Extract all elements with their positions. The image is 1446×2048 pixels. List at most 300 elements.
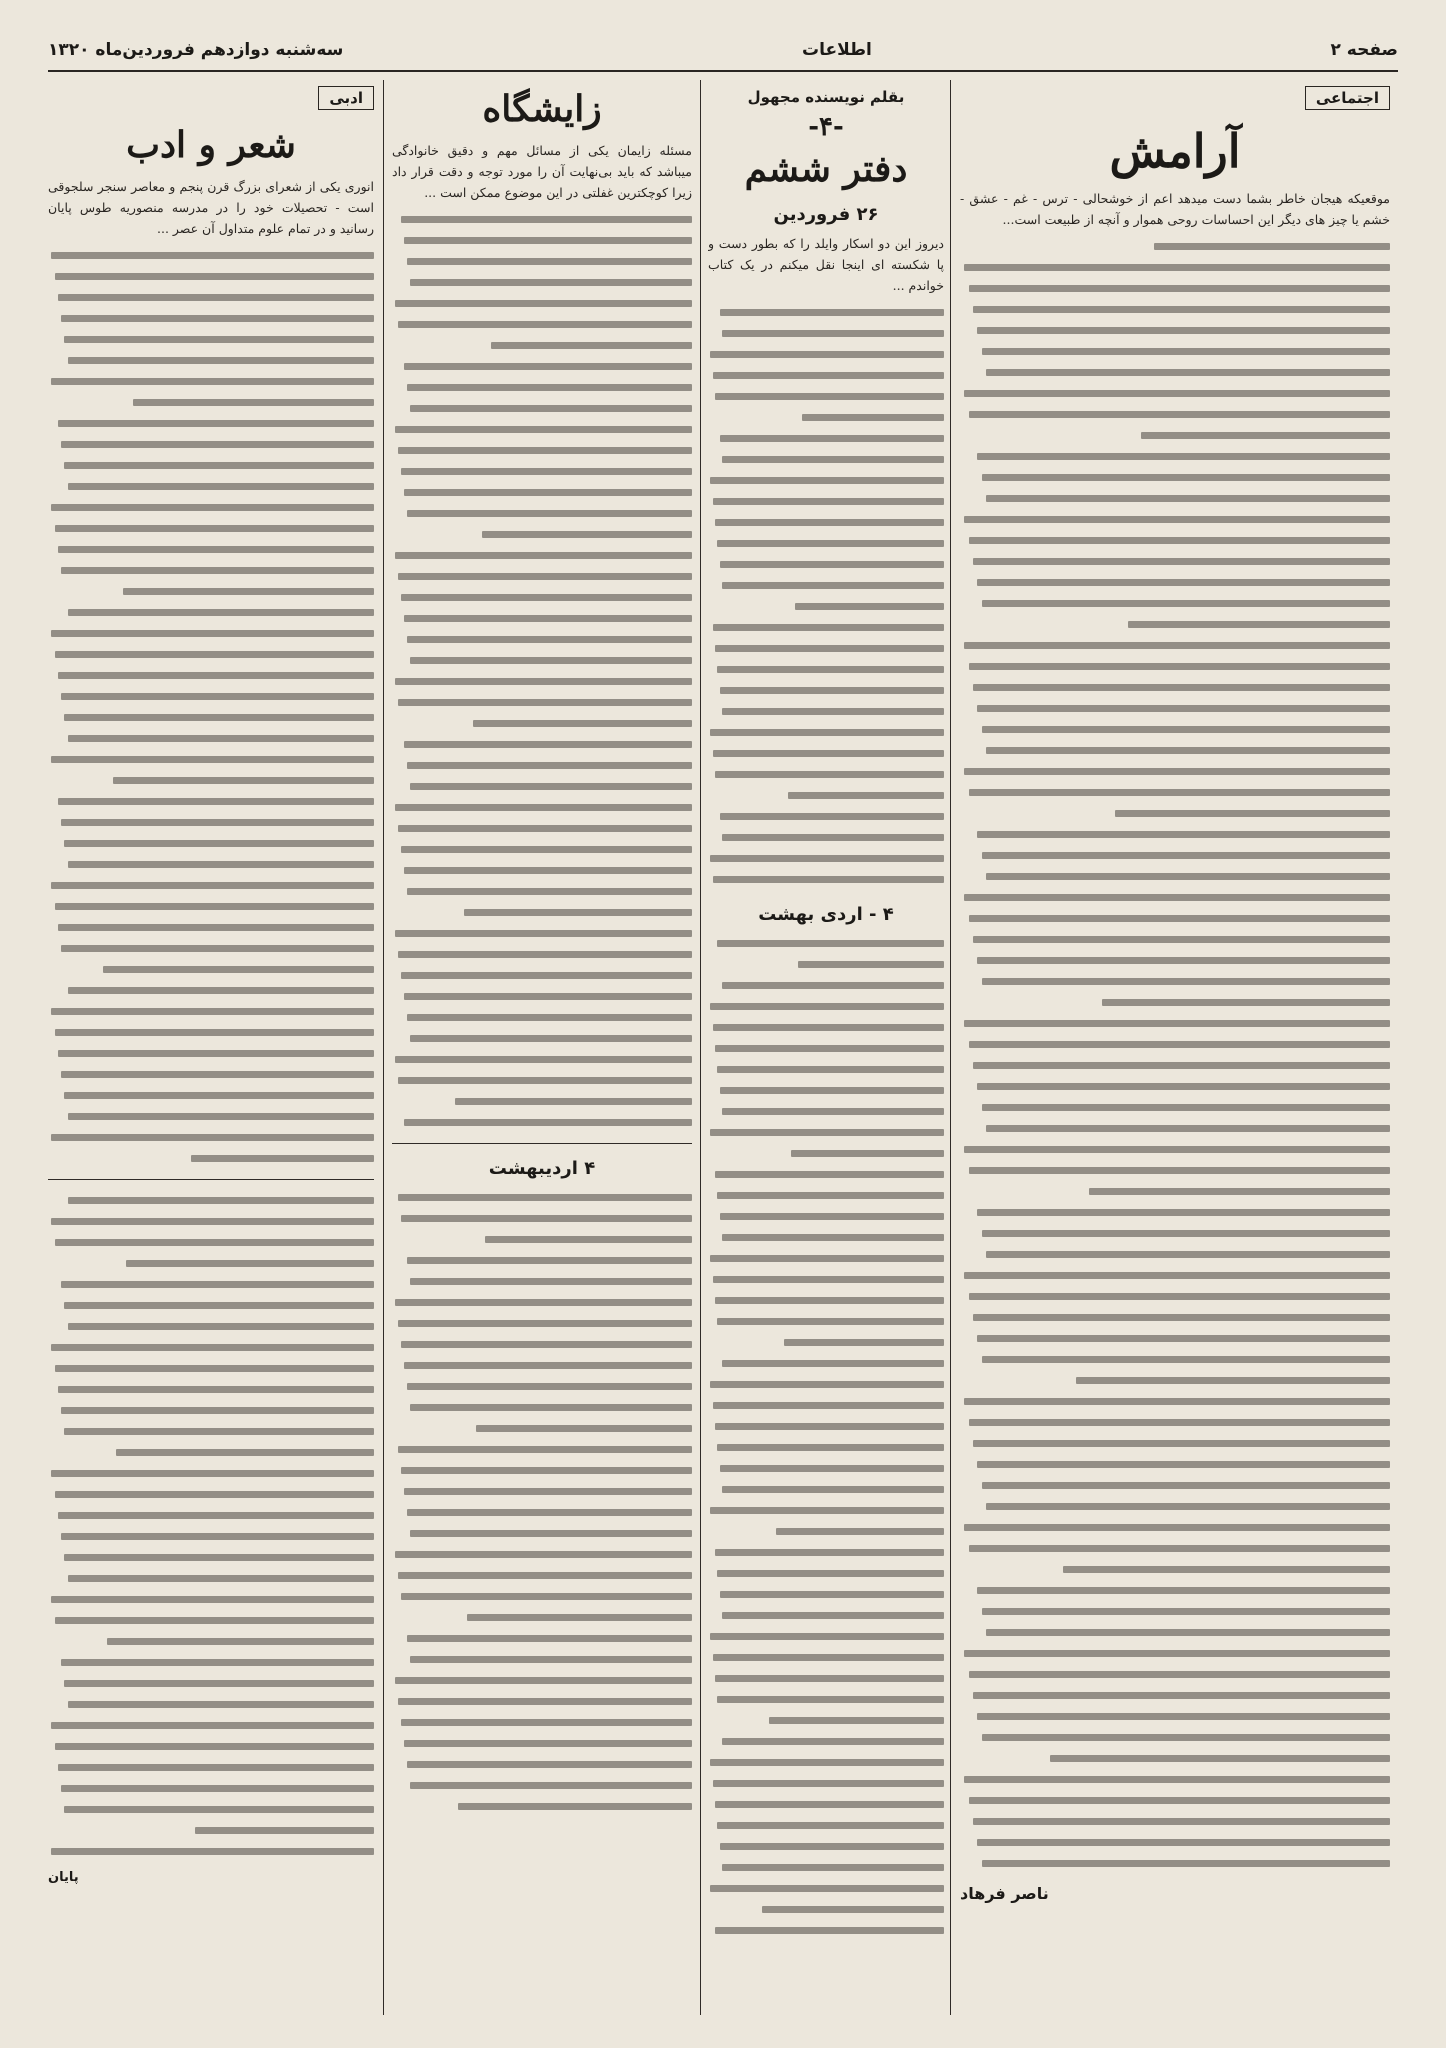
- text-line: [48, 1841, 374, 1862]
- article-signature: ناصر فرهاد: [960, 1884, 1049, 1903]
- text-line: [392, 230, 692, 251]
- text-line: [960, 1517, 1390, 1538]
- text-line: [392, 1754, 692, 1775]
- text-line: [392, 356, 692, 377]
- text-line: [48, 266, 374, 287]
- text-line: [960, 1622, 1390, 1643]
- text-line: [960, 656, 1390, 677]
- text-line: [48, 917, 374, 938]
- text-line: [960, 320, 1390, 341]
- text-line: [960, 236, 1390, 257]
- text-line: [960, 1328, 1390, 1349]
- text-line: [960, 1034, 1390, 1055]
- text-line: [960, 257, 1390, 278]
- column-literary: [48, 82, 374, 2012]
- article-end-mark: پایان: [48, 1870, 79, 1885]
- section-subhead: ۴ اردیبهشت: [488, 1158, 596, 1179]
- text-line: [960, 1832, 1390, 1853]
- text-line: [960, 383, 1390, 404]
- text-line: [392, 1418, 692, 1439]
- text-line: [708, 1479, 944, 1500]
- text-line: [392, 1439, 692, 1460]
- text-line: [960, 467, 1390, 488]
- text-line: [708, 323, 944, 344]
- text-line: [960, 446, 1390, 467]
- text-line: [960, 1265, 1390, 1286]
- text-line: [392, 1565, 692, 1586]
- text-line: [392, 251, 692, 272]
- text-line: [708, 1815, 944, 1836]
- text-line: [960, 1580, 1390, 1601]
- text-line: [48, 1295, 374, 1316]
- text-line: [48, 644, 374, 665]
- text-line: [48, 1274, 374, 1295]
- text-line: [960, 1013, 1390, 1034]
- text-line: [960, 1538, 1390, 1559]
- text-line: [48, 1652, 374, 1673]
- text-line: [392, 1271, 692, 1292]
- text-line: [392, 1334, 692, 1355]
- text-line: [708, 344, 944, 365]
- text-line: [48, 896, 374, 917]
- text-line: [48, 1232, 374, 1253]
- text-line: [708, 1626, 944, 1647]
- text-line: [960, 1454, 1390, 1475]
- text-line: [392, 209, 692, 230]
- text-line: [48, 1316, 374, 1337]
- text-line: [48, 791, 374, 812]
- text-line: [392, 1112, 692, 1133]
- date-subhead: ۲۶ فروردین: [773, 204, 879, 225]
- text-line: [392, 734, 692, 755]
- text-line: [48, 1211, 374, 1232]
- text-line: [392, 986, 692, 1007]
- text-line: [960, 1853, 1390, 1874]
- text-line: [708, 617, 944, 638]
- text-line: [392, 1481, 692, 1502]
- column-rule: [950, 80, 951, 2015]
- column-rule: [383, 80, 384, 2015]
- text-line: [392, 1007, 692, 1028]
- text-line: [960, 1391, 1390, 1412]
- text-line: [960, 1475, 1390, 1496]
- text-line: [708, 470, 944, 491]
- divider: [392, 1143, 692, 1144]
- text-line: [392, 566, 692, 587]
- text-line: [960, 341, 1390, 362]
- text-line: [960, 572, 1390, 593]
- text-line: [708, 827, 944, 848]
- text-line: [48, 1337, 374, 1358]
- text-line: [708, 1374, 944, 1395]
- text-line: [960, 1559, 1390, 1580]
- text-line: [960, 1643, 1390, 1664]
- text-line: [708, 1710, 944, 1731]
- text-line: [960, 1160, 1390, 1181]
- text-line: [48, 1106, 374, 1127]
- text-line: [960, 362, 1390, 383]
- installment-number: -۴-: [808, 112, 844, 142]
- text-line: [708, 554, 944, 575]
- text-line: [708, 1290, 944, 1311]
- text-line: [392, 671, 692, 692]
- text-line: [708, 1227, 944, 1248]
- text-line: [708, 1752, 944, 1773]
- text-line: [48, 1757, 374, 1778]
- text-line: [48, 1085, 374, 1106]
- text-line: [48, 497, 374, 518]
- text-line: [708, 1458, 944, 1479]
- text-line: [392, 923, 692, 944]
- text-line: [392, 1070, 692, 1091]
- text-line: [48, 392, 374, 413]
- text-line: [708, 512, 944, 533]
- text-line: [392, 692, 692, 713]
- text-line: [708, 638, 944, 659]
- text-line: [392, 1460, 692, 1481]
- text-line: [708, 975, 944, 996]
- text-line: [708, 743, 944, 764]
- text-line: [708, 1353, 944, 1374]
- text-line: [960, 1076, 1390, 1097]
- text-line: [48, 413, 374, 434]
- article-body: [392, 209, 692, 1133]
- text-line: [708, 596, 944, 617]
- text-line: [960, 992, 1390, 1013]
- column-diary: [708, 82, 944, 2012]
- text-line: [48, 455, 374, 476]
- text-line: [708, 848, 944, 869]
- text-line: [48, 1736, 374, 1757]
- text-line: [960, 278, 1390, 299]
- text-line: [392, 797, 692, 818]
- text-line: [708, 996, 944, 1017]
- text-line: [708, 659, 944, 680]
- text-line: [960, 1223, 1390, 1244]
- text-line: [48, 1694, 374, 1715]
- text-line: [708, 764, 944, 785]
- text-line: [48, 1022, 374, 1043]
- text-line: [392, 335, 692, 356]
- text-line: [48, 350, 374, 371]
- text-line: [708, 1143, 944, 1164]
- text-line: [708, 1164, 944, 1185]
- text-line: [48, 1064, 374, 1085]
- text-line: [392, 839, 692, 860]
- masthead: [48, 30, 1398, 72]
- text-line: [48, 1820, 374, 1841]
- text-line: [708, 680, 944, 701]
- text-line: [392, 1091, 692, 1112]
- text-line: [960, 299, 1390, 320]
- text-line: [960, 761, 1390, 782]
- text-line: [48, 1799, 374, 1820]
- text-line: [708, 1647, 944, 1668]
- byline: بقلم نویسنده مجهول: [747, 88, 905, 106]
- text-line: [392, 419, 692, 440]
- text-line: [392, 1607, 692, 1628]
- text-line: [48, 1778, 374, 1799]
- text-line: [960, 1664, 1390, 1685]
- text-line: [960, 1706, 1390, 1727]
- text-line: [48, 749, 374, 770]
- text-line: [48, 1442, 374, 1463]
- text-line: [48, 560, 374, 581]
- text-line: [960, 1349, 1390, 1370]
- text-line: [960, 908, 1390, 929]
- text-line: [48, 1148, 374, 1169]
- text-line: [48, 686, 374, 707]
- text-line: [392, 1187, 692, 1208]
- text-line: [708, 1605, 944, 1626]
- text-line: [392, 608, 692, 629]
- text-line: [708, 1269, 944, 1290]
- text-line: [960, 824, 1390, 845]
- text-line: [48, 1568, 374, 1589]
- text-line: [48, 728, 374, 749]
- text-line: [392, 1292, 692, 1313]
- text-line: [392, 629, 692, 650]
- text-line: [48, 1526, 374, 1547]
- text-line: [708, 533, 944, 554]
- text-line: [708, 806, 944, 827]
- text-line: [960, 1412, 1390, 1433]
- text-line: [960, 866, 1390, 887]
- text-line: [48, 434, 374, 455]
- text-line: [48, 1400, 374, 1421]
- text-line: [392, 1028, 692, 1049]
- text-line: [48, 812, 374, 833]
- text-line: [960, 887, 1390, 908]
- text-line: [48, 539, 374, 560]
- text-line: [48, 518, 374, 539]
- text-line: [960, 950, 1390, 971]
- text-line: [708, 785, 944, 806]
- text-line: [48, 1190, 374, 1211]
- text-line: [48, 833, 374, 854]
- text-line: [708, 491, 944, 512]
- text-line: [48, 1610, 374, 1631]
- text-line: [708, 1731, 944, 1752]
- text-line: [48, 1379, 374, 1400]
- text-line: [392, 1775, 692, 1796]
- text-line: [708, 1563, 944, 1584]
- text-line: [392, 314, 692, 335]
- text-line: [392, 1313, 692, 1334]
- text-line: [708, 1773, 944, 1794]
- text-line: [960, 1139, 1390, 1160]
- text-line: [708, 1248, 944, 1269]
- article-headline: زایشگاه: [482, 88, 602, 130]
- text-line: [392, 482, 692, 503]
- text-line: [708, 449, 944, 470]
- article-body-continued: [392, 1187, 692, 1817]
- article-body: [48, 245, 374, 1169]
- text-line: [392, 587, 692, 608]
- text-line: [48, 707, 374, 728]
- text-line: [960, 1202, 1390, 1223]
- text-line: [960, 551, 1390, 572]
- text-line: [960, 698, 1390, 719]
- text-line: [392, 1796, 692, 1817]
- text-line: [960, 1748, 1390, 1769]
- text-line: [708, 575, 944, 596]
- text-line: [392, 776, 692, 797]
- text-line: [48, 665, 374, 686]
- column-rule: [700, 80, 701, 2015]
- article-opening: مسئله زایمان یکی از مسائل مهم و دقیق خانوادگی میباشد که باید بی‌نهایت آن را مورد توجه و دقت قرار داد زیرا کوچکترین غفلتی در این موضوع ممکن است ...: [392, 143, 692, 200]
- text-line: [708, 1437, 944, 1458]
- text-line: [392, 1376, 692, 1397]
- text-line: [960, 782, 1390, 803]
- text-line: [48, 1484, 374, 1505]
- text-line: [708, 1878, 944, 1899]
- text-line: [960, 1118, 1390, 1139]
- text-line: [960, 1370, 1390, 1391]
- text-line: [960, 509, 1390, 530]
- text-line: [48, 1043, 374, 1064]
- text-line: [392, 650, 692, 671]
- text-line: [708, 1311, 944, 1332]
- text-line: [708, 701, 944, 722]
- text-line: [960, 740, 1390, 761]
- text-line: [960, 1601, 1390, 1622]
- text-line: [960, 614, 1390, 635]
- text-line: [708, 1122, 944, 1143]
- text-line: [392, 1670, 692, 1691]
- text-line: [48, 1463, 374, 1484]
- text-line: [708, 1584, 944, 1605]
- text-line: [392, 377, 692, 398]
- article-opening: انوری یکی از شعرای بزرگ قرن پنجم و معاصر سنجر سلجوقی است - تحصیلات خود را در مدرسه منصوریه طوس پایان رسانید و در تمام علوم متداول آن عصر ...: [48, 179, 374, 236]
- text-line: [48, 308, 374, 329]
- article-body-continued: [708, 933, 944, 1941]
- text-line: [960, 1286, 1390, 1307]
- text-line: [960, 1433, 1390, 1454]
- text-line: [708, 869, 944, 890]
- text-line: [392, 1544, 692, 1565]
- column-maternity: [392, 82, 692, 2012]
- text-line: [708, 1668, 944, 1689]
- text-line: [960, 404, 1390, 425]
- article-body: [708, 302, 944, 890]
- text-line: [392, 1250, 692, 1271]
- text-line: [392, 1523, 692, 1544]
- article-headline: دفتر ششم: [744, 148, 908, 190]
- text-line: [960, 635, 1390, 656]
- text-line: [392, 272, 692, 293]
- text-line: [48, 1631, 374, 1652]
- text-line: [48, 1001, 374, 1022]
- text-line: [392, 1586, 692, 1607]
- text-line: [960, 1244, 1390, 1265]
- text-line: [960, 593, 1390, 614]
- text-line: [960, 971, 1390, 992]
- text-line: [708, 302, 944, 323]
- text-line: [960, 1496, 1390, 1517]
- text-line: [392, 902, 692, 923]
- text-line: [392, 545, 692, 566]
- text-line: [48, 980, 374, 1001]
- text-line: [48, 329, 374, 350]
- text-line: [708, 1416, 944, 1437]
- text-line: [708, 1857, 944, 1878]
- text-line: [392, 755, 692, 776]
- text-line: [960, 1055, 1390, 1076]
- text-line: [392, 1049, 692, 1070]
- text-line: [708, 1521, 944, 1542]
- text-line: [960, 1727, 1390, 1748]
- text-line: [960, 425, 1390, 446]
- text-line: [392, 1649, 692, 1670]
- text-line: [392, 440, 692, 461]
- text-line: [48, 623, 374, 644]
- divider: [48, 1179, 374, 1180]
- text-line: [960, 1307, 1390, 1328]
- text-line: [960, 1097, 1390, 1118]
- text-line: [708, 428, 944, 449]
- text-line: [708, 386, 944, 407]
- article-body: [960, 236, 1390, 1874]
- text-line: [48, 1421, 374, 1442]
- text-line: [48, 1589, 374, 1610]
- text-line: [708, 1332, 944, 1353]
- text-line: [392, 1691, 692, 1712]
- text-line: [392, 398, 692, 419]
- text-line: [708, 1038, 944, 1059]
- text-line: [48, 287, 374, 308]
- section-tag: اجتماعی: [1305, 86, 1390, 110]
- text-line: [48, 1253, 374, 1274]
- article-opening: دیروز این دو اسکار وایلد را که بطور دست و پا شکسته ای اینجا نقل میکنم در یک کتاب خواندم ...: [708, 236, 944, 293]
- text-line: [392, 461, 692, 482]
- text-line: [960, 1790, 1390, 1811]
- text-line: [392, 1397, 692, 1418]
- text-line: [48, 476, 374, 497]
- text-line: [708, 1920, 944, 1941]
- text-line: [708, 1059, 944, 1080]
- page-label: صفحه ۲: [1330, 40, 1398, 60]
- article-headline: آرامش: [1109, 124, 1241, 178]
- text-line: [48, 1127, 374, 1148]
- text-line: [48, 1715, 374, 1736]
- text-line: [392, 524, 692, 545]
- text-line: [48, 581, 374, 602]
- text-line: [48, 959, 374, 980]
- date-line: سه‌شنبه دوازدهم فروردین‌ماه ۱۳۲۰: [48, 40, 344, 60]
- article-body-continued: [48, 1190, 374, 1862]
- text-line: [392, 1733, 692, 1754]
- text-line: [960, 488, 1390, 509]
- text-line: [392, 818, 692, 839]
- text-line: [392, 1229, 692, 1250]
- text-line: [708, 722, 944, 743]
- text-line: [708, 1899, 944, 1920]
- text-line: [960, 803, 1390, 824]
- text-line: [960, 845, 1390, 866]
- section-subhead: ۴ - اردی بهشت: [758, 904, 894, 925]
- text-line: [392, 1502, 692, 1523]
- text-line: [392, 881, 692, 902]
- text-line: [392, 293, 692, 314]
- text-line: [392, 1712, 692, 1733]
- text-line: [392, 713, 692, 734]
- text-line: [48, 1673, 374, 1694]
- text-line: [392, 860, 692, 881]
- text-line: [960, 929, 1390, 950]
- text-line: [392, 1208, 692, 1229]
- text-line: [708, 1836, 944, 1857]
